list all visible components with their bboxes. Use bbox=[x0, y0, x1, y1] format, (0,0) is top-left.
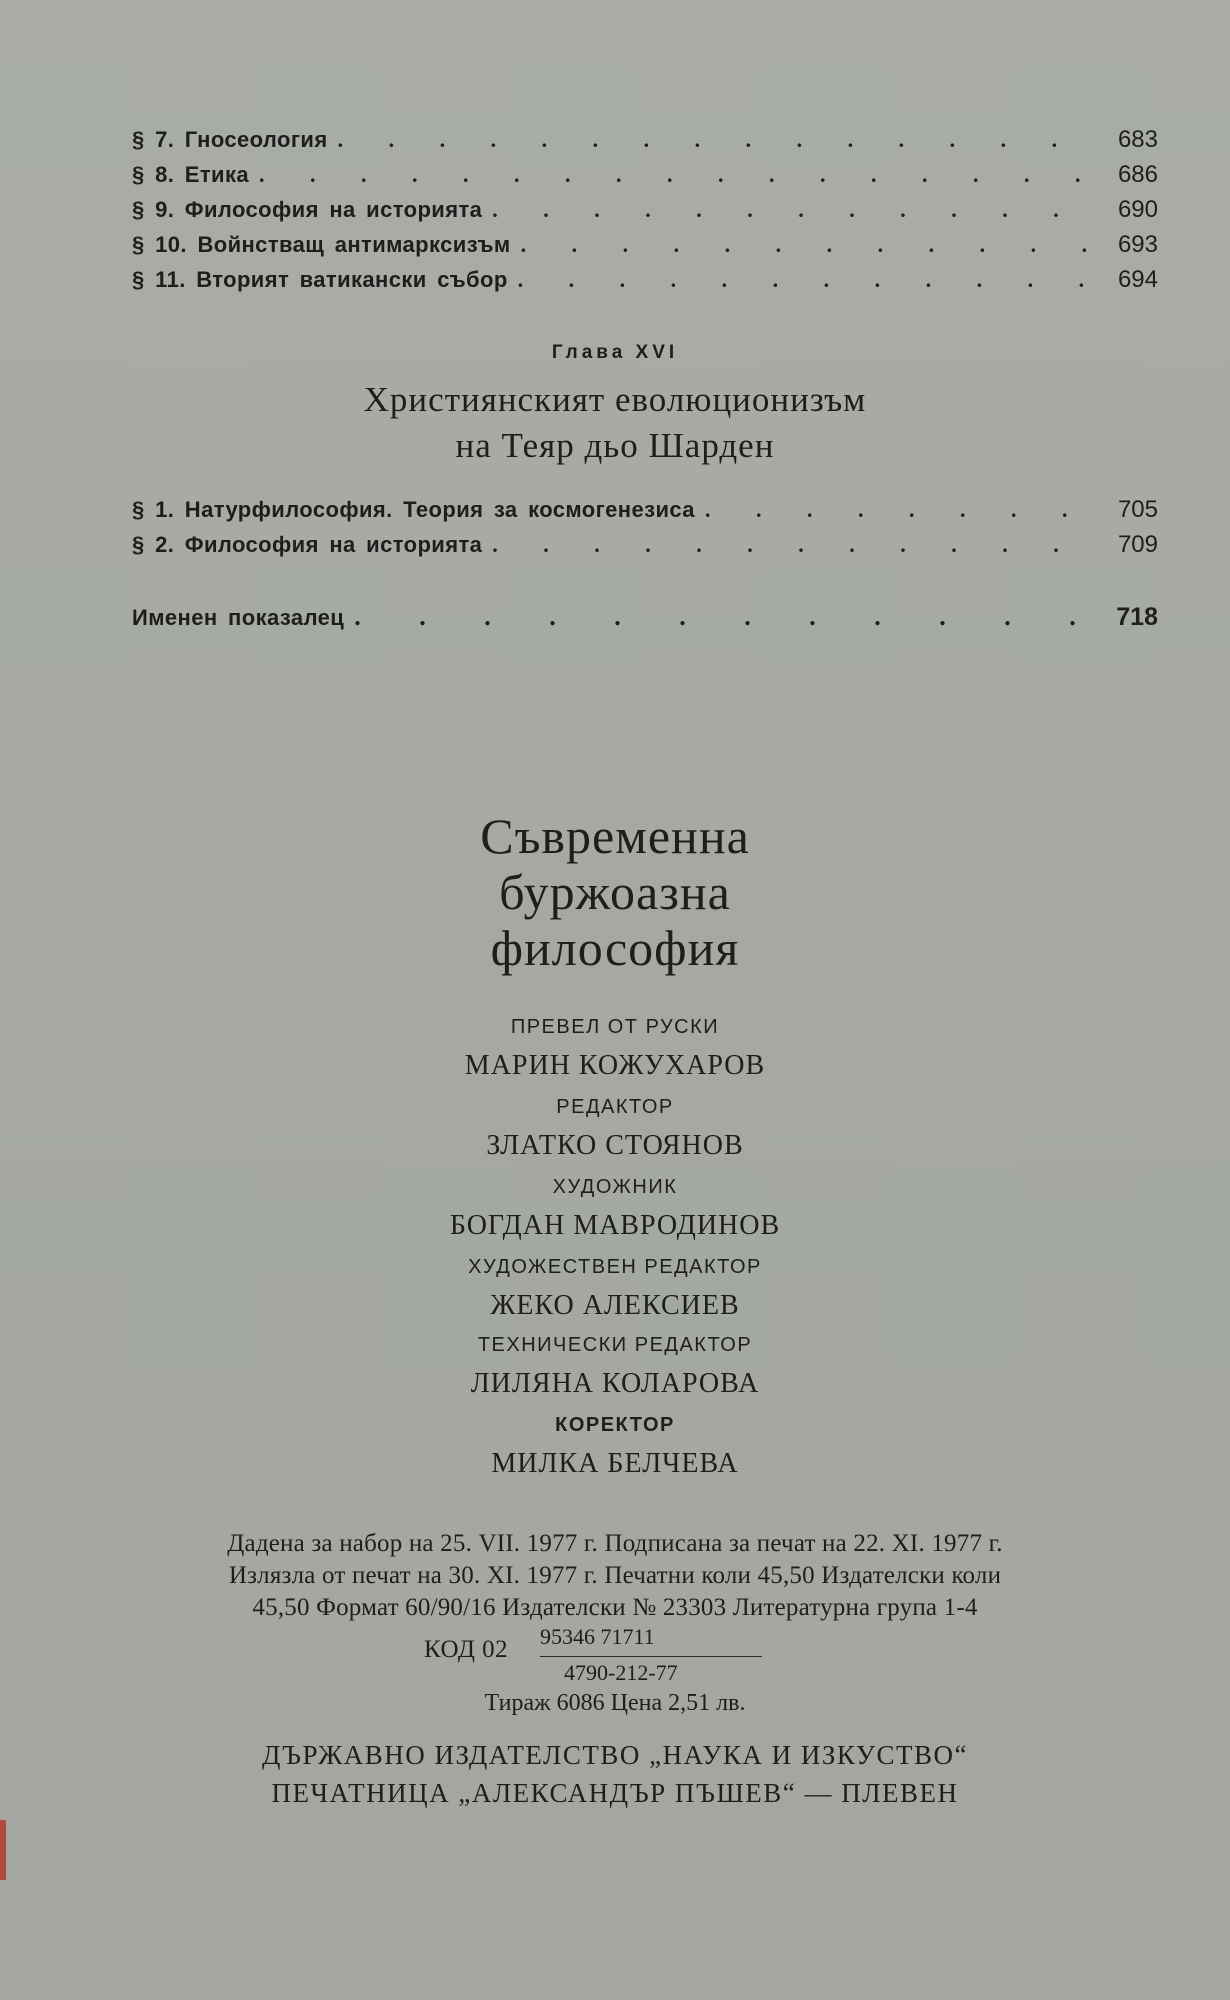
imprint-line: Дадена за набор на 25. VII. 1977 г. Подписана за печат на 22. XI. 1977 г. bbox=[227, 1530, 1003, 1557]
toc-entry bbox=[132, 531, 1158, 566]
index-entry-page: 718 bbox=[1116, 603, 1158, 631]
toc-list bbox=[132, 126, 1158, 301]
imprint-line: Излязла от печат на 30. XI. 1977 г. Печатни коли 45,50 Издателски коли bbox=[228, 1562, 1002, 1589]
toc-leader-dots bbox=[492, 197, 1092, 223]
toc-entry-page: 709 bbox=[1117, 531, 1158, 558]
code-denominator: 4790-212-77 bbox=[564, 1660, 678, 1685]
credit-role: ХУДОЖНИК bbox=[552, 1176, 678, 1198]
credit-role: ТЕХНИЧЕСКИ РЕДАКТОР bbox=[477, 1334, 753, 1356]
toc-entry bbox=[132, 196, 1158, 231]
chapter-title-line2: на Теяр дьо Шарден bbox=[455, 426, 775, 465]
toc-entry-page: 705 bbox=[1117, 496, 1158, 523]
toc-entry-label: § 10. Войнстващ антимарксизъм bbox=[132, 232, 511, 257]
code-fraction-line bbox=[540, 1656, 762, 1657]
toc-entry-page: 694 bbox=[1117, 266, 1158, 293]
toc-leader-dots bbox=[521, 232, 1092, 258]
book-title-line1: Съвременна bbox=[480, 808, 750, 864]
toc-leader-dots bbox=[338, 127, 1092, 153]
credit-name: ЖЕКО АЛЕКСИЕВ bbox=[490, 1290, 740, 1321]
credit-name: ЗЛАТКО СТОЯНОВ bbox=[486, 1130, 744, 1161]
credit-role: ПРЕВЕЛ ОТ РУСКИ bbox=[510, 1016, 720, 1038]
toc-entry bbox=[132, 126, 1158, 161]
credit-name: БОГДАН МАВРОДИНОВ bbox=[449, 1210, 781, 1241]
index-entry bbox=[132, 602, 1158, 642]
toc-entry-page: 690 bbox=[1117, 196, 1158, 223]
toc-entry-label: § 1. Натурфилософия. Теория за космогенезиса bbox=[132, 497, 695, 522]
toc-chapter16-list bbox=[132, 496, 1158, 566]
credit-name: МАРИН КОЖУХАРОВ bbox=[464, 1050, 766, 1081]
imprint-line: 45,50 Формат 60/90/16 Издателски № 23303 Литературна група 1-4 bbox=[252, 1594, 978, 1621]
credit-role: РЕДАКТОР bbox=[556, 1096, 674, 1118]
toc-leader-dots bbox=[518, 267, 1092, 293]
toc-entry-page: 683 bbox=[1117, 126, 1158, 153]
code-numerator: 95346 71711 bbox=[540, 1624, 655, 1649]
toc-leader-dots bbox=[259, 162, 1092, 188]
toc-entry-page: 686 bbox=[1117, 161, 1158, 188]
toc-leader-dots bbox=[492, 532, 1092, 558]
toc-entry bbox=[132, 161, 1158, 196]
toc-entry-label: § 11. Вторият ватикански събор bbox=[132, 267, 508, 292]
printer-line: ПЕЧАТНИЦА „АЛЕКСАНДЪР ПЪШЕВ“ — ПЛЕВЕН bbox=[271, 1778, 959, 1808]
publisher-line: ДЪРЖАВНО ИЗДАТЕЛСТВО „НАУКА И ИЗКУСТВО“ bbox=[262, 1740, 968, 1770]
page-edge-mark bbox=[0, 1820, 6, 1880]
credit-name: ЛИЛЯНА КОЛАРОВА bbox=[470, 1368, 760, 1399]
index-leader-dots bbox=[354, 602, 1092, 632]
credit-role: КОРЕКТОР bbox=[555, 1414, 675, 1436]
book-title-line3: философия bbox=[490, 920, 740, 976]
toc-entry bbox=[132, 266, 1158, 301]
toc-entry bbox=[132, 231, 1158, 266]
toc-entry-label: § 2. Философия на историята bbox=[132, 532, 483, 557]
toc-entry-label: § 7. Гносеология bbox=[132, 127, 328, 152]
index-entry-label: Именен показалец bbox=[132, 605, 345, 630]
circulation-price: Тираж 6086 Цена 2,51 лв. bbox=[484, 1690, 746, 1716]
toc-entry-label: § 9. Философия на историята bbox=[132, 197, 483, 222]
toc-entry bbox=[132, 496, 1158, 531]
code-label: КОД 02 bbox=[424, 1636, 509, 1663]
chapter-title-line1: Християнският еволюционизъм bbox=[363, 380, 867, 419]
code-block bbox=[424, 1626, 784, 1696]
toc-entry-label: § 8. Етика bbox=[132, 162, 250, 187]
book-title-line2: буржоазна bbox=[499, 864, 731, 920]
chapter-label: Глава XVI bbox=[551, 342, 679, 363]
toc-entry-page: 693 bbox=[1117, 231, 1158, 258]
credit-name: МИЛКА БЕЛЧЕВА bbox=[491, 1448, 739, 1479]
toc-leader-dots bbox=[705, 497, 1092, 523]
credit-role: ХУДОЖЕСТВЕН РЕДАКТОР bbox=[468, 1256, 762, 1278]
